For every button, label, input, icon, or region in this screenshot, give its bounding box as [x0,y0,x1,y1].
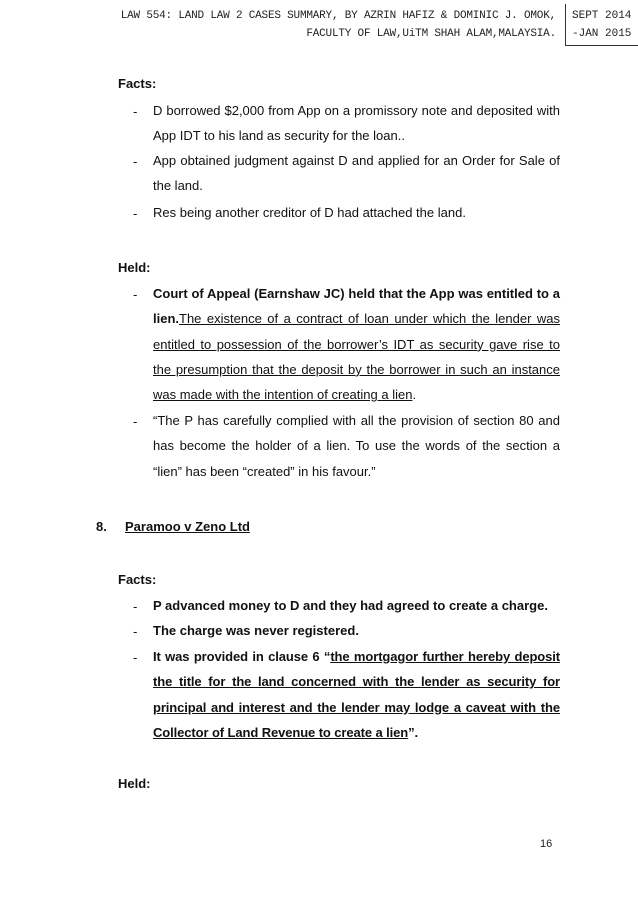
facts-heading: Facts: [118,572,157,587]
held-heading: Held: [118,776,151,791]
header-date: SEPT 2014 -JAN 2015 [572,10,632,40]
bullet-dash: - [133,287,138,302]
held-item: “The P has carefully complied with all the provision of section 80 and has become the holder of a lien. To use the words of the section a “lien” has been “created” in his favour.” [153,413,560,479]
fact-item: Res being another creditor of D had attached the land. [153,205,466,220]
bullet-dash: - [133,154,138,169]
clause-suffix: ”. [408,724,419,740]
clause-prefix: It was provided in clause 6 “ [153,649,331,664]
case-number: 8. [96,519,107,534]
held-period: . [412,387,417,403]
case-title: Paramoo v Zeno Ltd [125,519,250,534]
fact-item: D borrowed $2,000 from App on a promissory note and deposited with App IDT to his land as security for the loan.. [153,103,560,144]
fact-item: App obtained judgment against D and applied for an Order for Sale of the land. [153,153,560,194]
bullet-dash: - [133,650,138,665]
held-bold-text: Court of Appeal (Earnshaw JC) held that the App was entitled to a lien. [153,286,560,327]
fact-item [153,644,560,745]
held-item [153,281,560,407]
bullet-dash: - [133,206,138,221]
bullet-dash: - [133,599,138,614]
held-heading: Held: [118,260,151,275]
fact-item: The charge was never registered. [153,623,359,638]
facts-heading: Facts: [118,76,157,91]
bullet-dash: - [133,414,138,429]
held-underlined-text: The existence of a contract of loan under which the lender was entitled to possession of the borrower’s IDT as security gave rise to the presumption that the deposit by the borrower in such an instance was made with the intention of creating a lien [153,311,560,403]
bullet-dash: - [133,624,138,639]
bullet-dash: - [133,104,138,119]
page-number: 16 [540,838,553,850]
clause-quote: the mortgagor further hereby deposit the title for the land concerned with the lender as security for principal and interest and the lender may lodge a caveat with the Collector of Land Revenue to create a lien [153,649,561,740]
fact-item: P advanced money to D and they had agreed to create a charge. [153,598,548,613]
header-title: LAW 554: LAND LAW 2 CASES SUMMARY, BY AZRIN HAFIZ & DOMINIC J. OMOK, FACULTY OF LAW,UiTM SHAH ALAM,MALAYSIA. [120,10,556,40]
